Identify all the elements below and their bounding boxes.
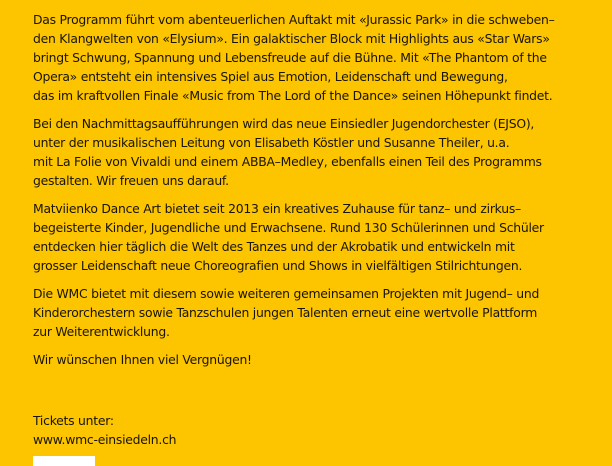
text-line: grosser Leidenschaft neue Choreografien und Shows in vielfältigen Stilrichtungen. (33, 258, 523, 273)
text-line: Matviienko Dance Art bietet seit 2013 ein kreatives Zuhause für tanz– und zirkus– (33, 201, 521, 216)
text-line: unter der musikalischen Leitung von Elisabeth Köstler und Susanne Theiler, u.a. (33, 135, 510, 150)
tickets-label: Tickets unter: (33, 413, 114, 428)
text-line: den Klangwelten von «Elysium». Ein galaktischer Block mit Highlights aus «Star Wars» (33, 31, 550, 46)
tickets-info (33, 411, 176, 449)
text-line: Die WMC bietet mit diesem sowie weiteren gemeinsamen Projekten mit Jugend– und (33, 286, 540, 301)
text-line: gestalten. Wir freuen uns darauf. (33, 173, 229, 188)
paragraph-program (33, 10, 608, 105)
text-line: bringt Schwung, Spannung und Lebensfreude auf die Bühne. Mit «The Phantom of the (33, 50, 547, 65)
text-line: das im kraftvollen Finale «Music from The Lord of the Dance» seinen Höhepunkt findet. (33, 88, 553, 103)
text-line: mit La Folie von Vivaldi und einem ABBA–Medley, ebenfalls einen Teil des Programms (33, 154, 542, 169)
text-line: zur Weiterentwicklung. (33, 324, 170, 339)
text-line: entdecken hier täglich die Welt des Tanzes und der Akrobatik und entwickeln mit (33, 239, 515, 254)
text-line: Kinderorchestern sowie Tanzschulen jungen Talenten erneut eine wertvolle Plattform (33, 305, 538, 320)
paragraph-closing (33, 350, 608, 369)
paragraph-dance-art (33, 199, 608, 275)
tickets-button[interactable] (33, 456, 95, 466)
paragraph-youth-orchestra (33, 114, 608, 190)
text-line: Bei den Nachmittagsaufführungen wird das neue Einsiedler Jugendorchester (EJSO), (33, 116, 535, 131)
tickets-link[interactable]: www.wmc-einsiedeln.ch (33, 432, 177, 447)
paragraph-wmc (33, 284, 608, 341)
text-line: Das Programm führt vom abenteuerlichen Auftakt mit «Jurassic Park» in die schweben– (33, 12, 555, 27)
text-line: Opera» entsteht ein intensives Spiel aus Emotion, Leidenschaft und Bewegung, (33, 69, 508, 84)
program-description (33, 10, 608, 378)
text-line: begeisterte Kinder, Jugendliche und Erwachsene. Rund 130 Schülerinnen und Schüler (33, 220, 544, 235)
text-line: Wir wünschen Ihnen viel Vergnügen! (33, 352, 252, 367)
